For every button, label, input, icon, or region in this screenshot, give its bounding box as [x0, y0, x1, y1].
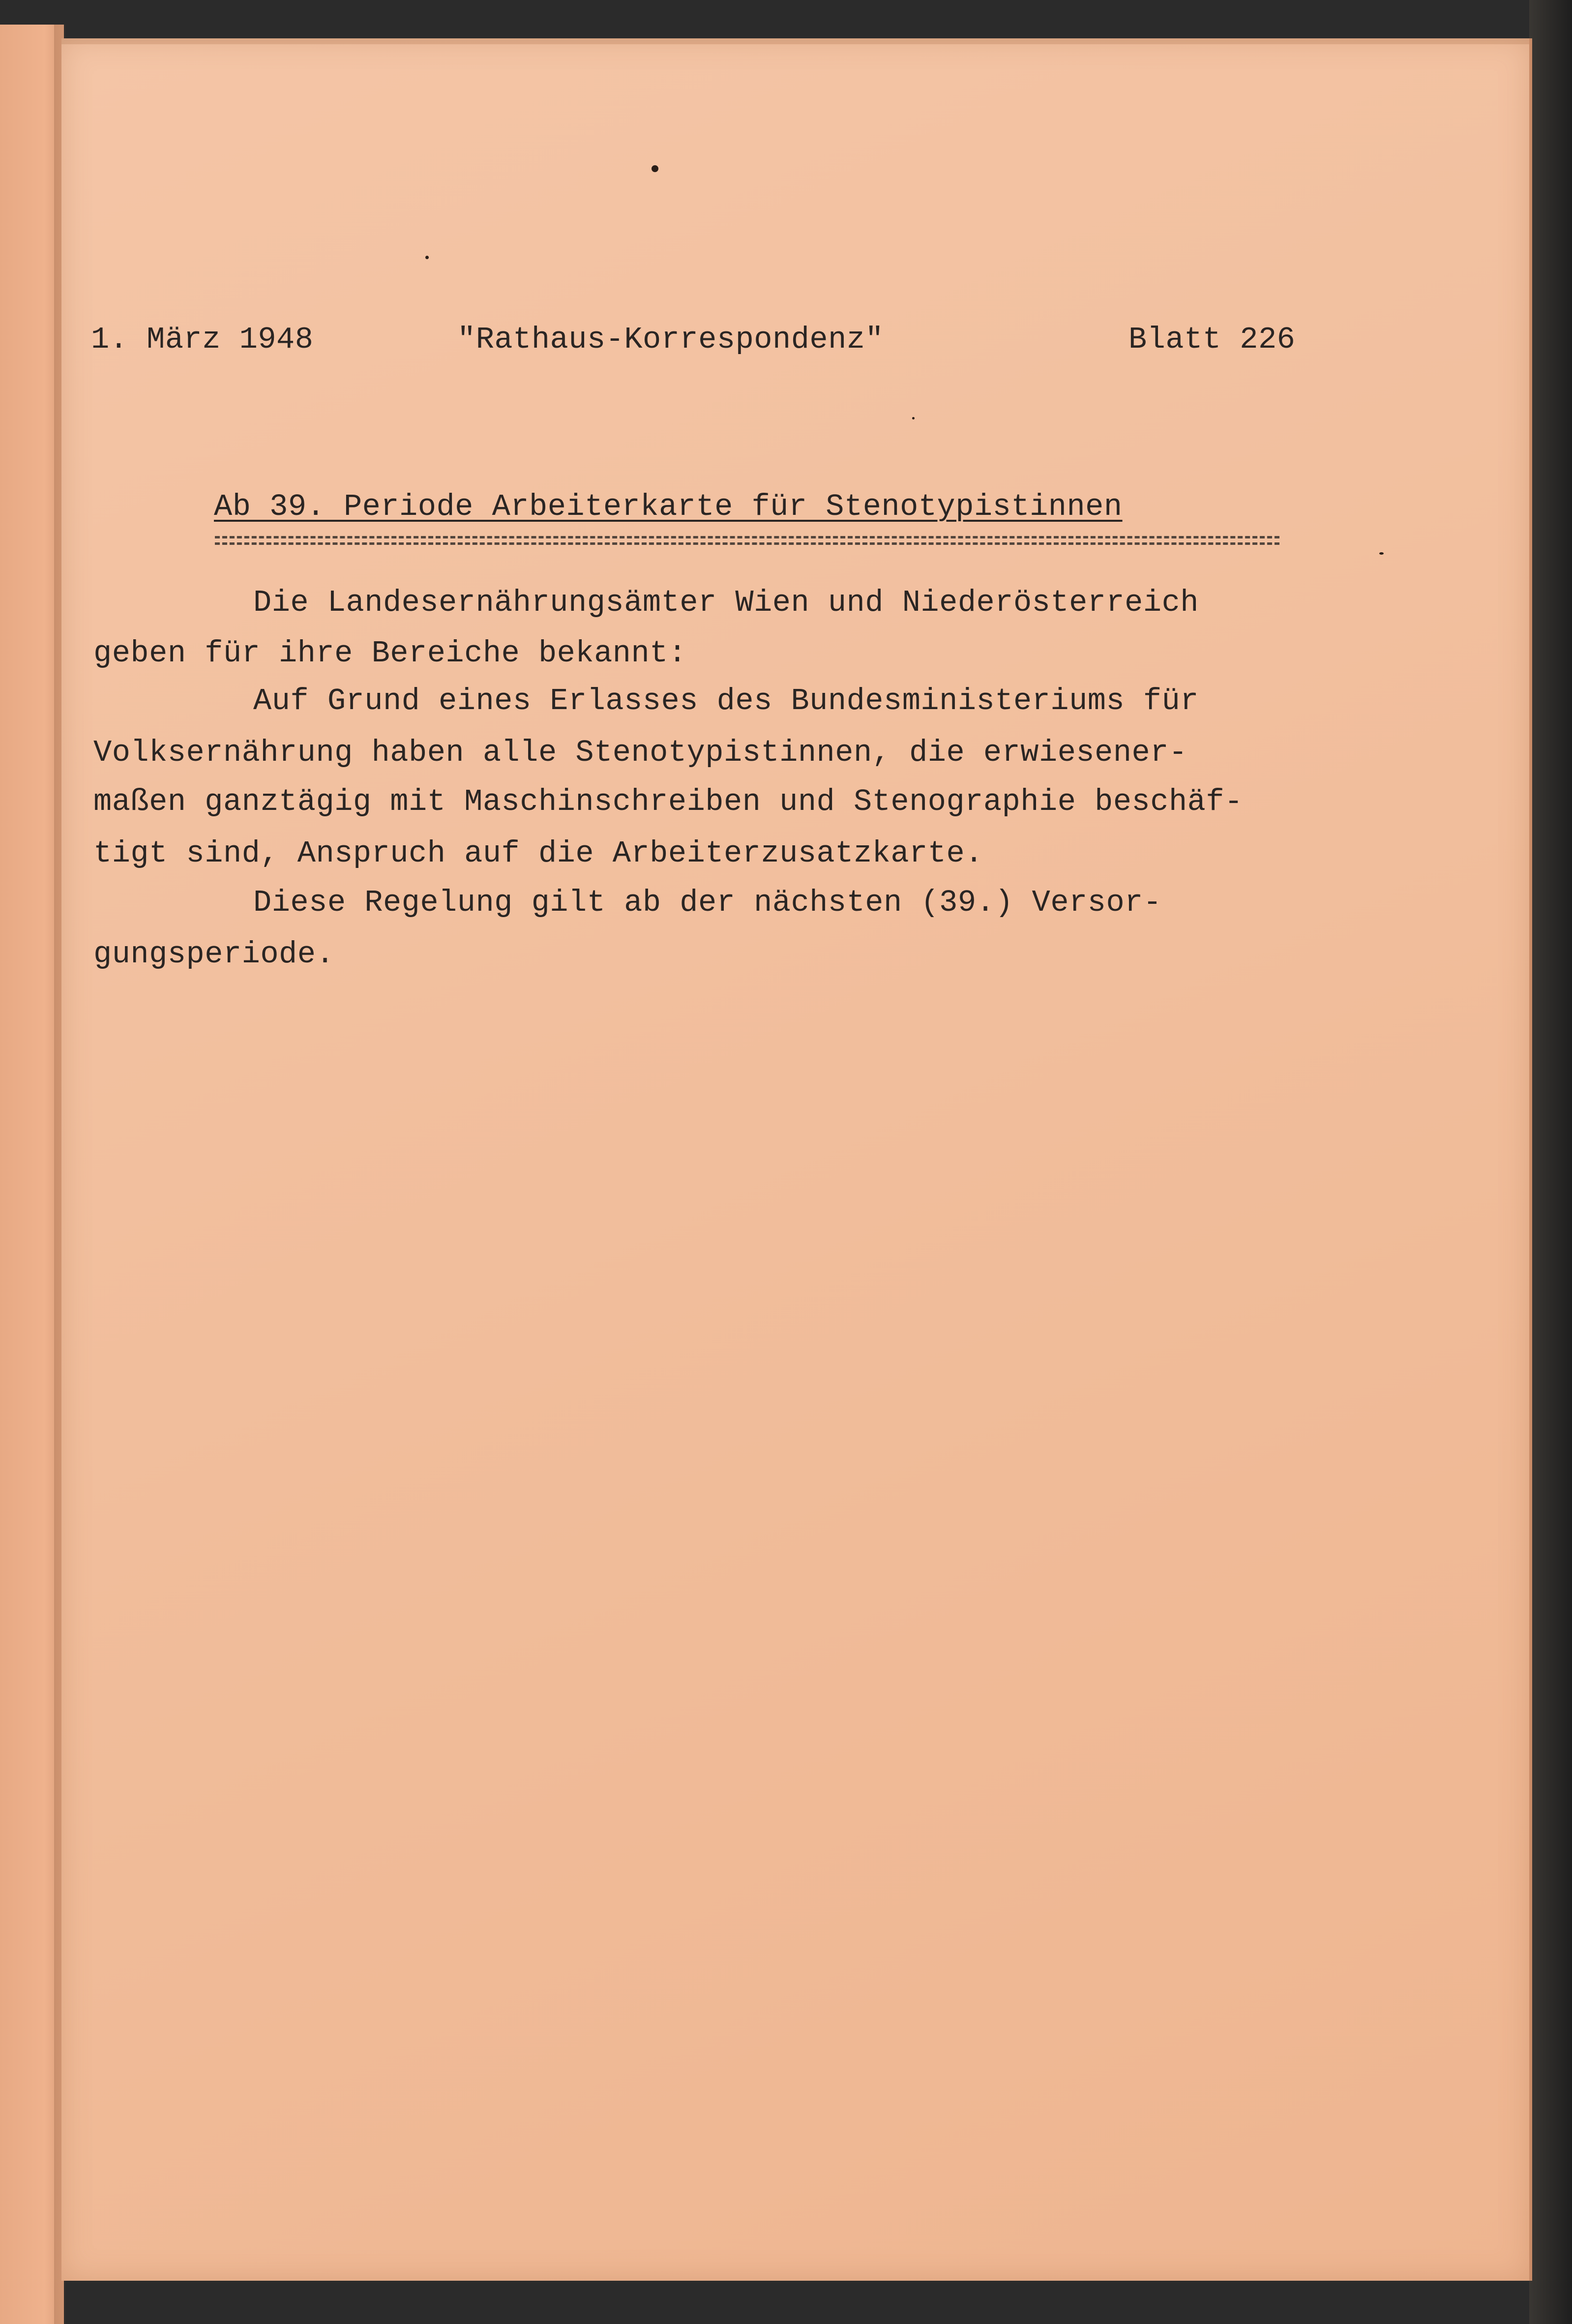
body-line-8: gungsperiode. [93, 937, 335, 972]
scan-backdrop [1529, 0, 1572, 2324]
header-publication-title: "Rathaus-Korrespondenz" [457, 322, 884, 357]
paper-speck [652, 165, 658, 172]
body-line-7: Diese Regelung gilt ab der nächsten (39.) Versor- [253, 885, 1162, 920]
body-line-3: Auf Grund eines Erlasses des Bundesministeriums für [253, 684, 1199, 718]
body-line-6: tigt sind, Anspruch auf die Arbeiterzusatzkarte. [93, 836, 983, 871]
header-date: 1. März 1948 [91, 322, 314, 357]
article-headline: Ab 39. Periode Arbeiterkarte für Stenotypistinnen [214, 489, 1123, 524]
header-sheet-number: Blatt 226 [1128, 322, 1296, 357]
body-line-4: Volksernährung haben alle Stenotypistinnen, die erwiesener- [93, 735, 1187, 770]
document-page [61, 38, 1532, 2281]
body-line-2: geben für ihre Bereiche bekannt: [93, 636, 687, 671]
paper-speck [425, 256, 429, 259]
body-line-1: Die Landesernährungsämter Wien und Niederösterreich [253, 585, 1199, 620]
page-top-edge [61, 38, 1529, 44]
paper-speck [912, 417, 915, 419]
body-line-5: maßen ganztägig mit Maschinschreiben und Stenographie beschäf- [93, 784, 1243, 819]
adjacent-page-edge [0, 25, 64, 2324]
paper-speck [1379, 552, 1384, 555]
headline-double-rule [215, 536, 1279, 545]
